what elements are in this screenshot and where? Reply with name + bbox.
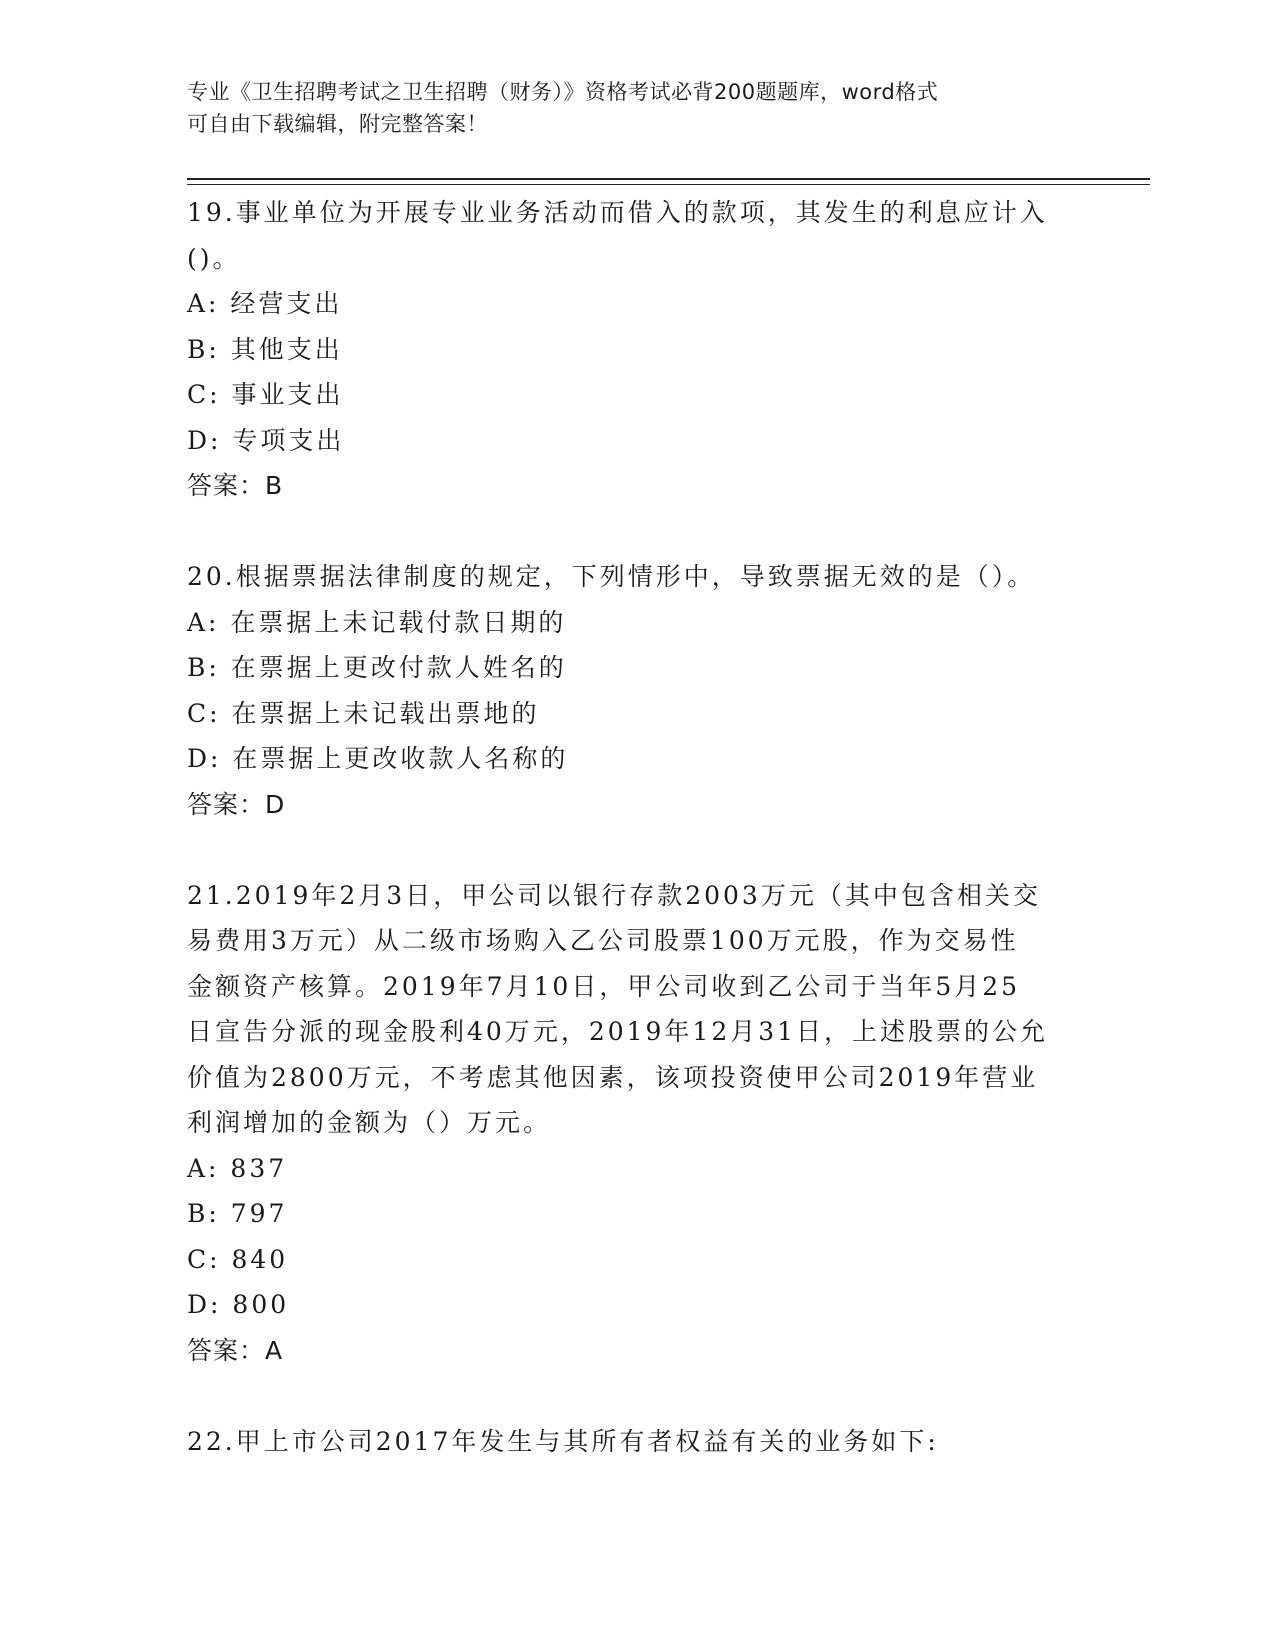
spacer [187,827,1087,873]
option-c: C: 在票据上未记载出票地的 [187,698,540,728]
question-stem-line: 金额资产核算。2019年7月10日，甲公司收到乙公司于当年5月25 [187,971,1021,1001]
option-a: A: 经营支出 [187,289,343,318]
header-divider-thin [187,184,1150,185]
question-stem-line: 易费用3万元）从二级市场购入乙公司股票100万元股，作为交易性 [187,926,1019,955]
option-a: A: 837 [187,1153,288,1183]
answer-label: 答案：A [187,1335,284,1365]
option-c: C: 840 [187,1244,289,1274]
header-line-1: 专业《卫生招聘考试之卫生招聘（财务）》资格考试必背200题题库，word格式 [187,80,939,104]
answer-label: 答案：D [187,789,286,819]
question-stem-line: 21.2019年2月3日，甲公司以银行存款2003万元（其中包含相关交 [187,880,1041,910]
option-d: D: 800 [187,1290,290,1319]
option-a: A: 在票据上未记载付款日期的 [187,607,567,637]
header-divider-thick [187,178,1150,180]
question-stem-line: 利润增加的金额为（）万元。 [187,1108,552,1137]
question-stem-line: 价值为2800万元，不考虑其他因素，该项投资使甲公司2019年营业 [187,1062,1039,1092]
answer-label: 答案：B [187,471,284,500]
question-list [187,190,1087,1464]
spacer [187,509,1087,555]
question-stem-line: ()。 [187,243,241,273]
question-21 [187,873,1087,1374]
option-c: C: 事业支出 [187,380,344,409]
option-b: B: 其他支出 [187,334,343,364]
document-header [187,76,1067,140]
question-stem-line: 22.甲上市公司2017年发生与其所有者权益有关的业务如下: [187,1426,939,1456]
option-d: D: 专项支出 [187,425,345,455]
question-stem-line: 日宣告分派的现金股利40万元，2019年12月31日，上述股票的公允 [187,1017,1049,1046]
question-19 [187,190,1087,509]
question-20 [187,554,1087,827]
question-stem-line: 20.根据票据法律制度的规定，下列情形中，导致票据无效的是（）。 [187,562,1036,591]
question-22 [187,1419,1087,1465]
option-d: D: 在票据上更改收款人名称的 [187,744,569,773]
option-b: B: 在票据上更改付款人姓名的 [187,653,567,682]
spacer [187,1373,1087,1419]
option-b: B: 797 [187,1199,288,1228]
question-stem-line: 19.事业单位为开展专业业务活动而借入的款项，其发生的利息应计入 [187,198,1048,227]
header-line-2: 可自由下载编辑，附完整答案！ [187,112,488,136]
